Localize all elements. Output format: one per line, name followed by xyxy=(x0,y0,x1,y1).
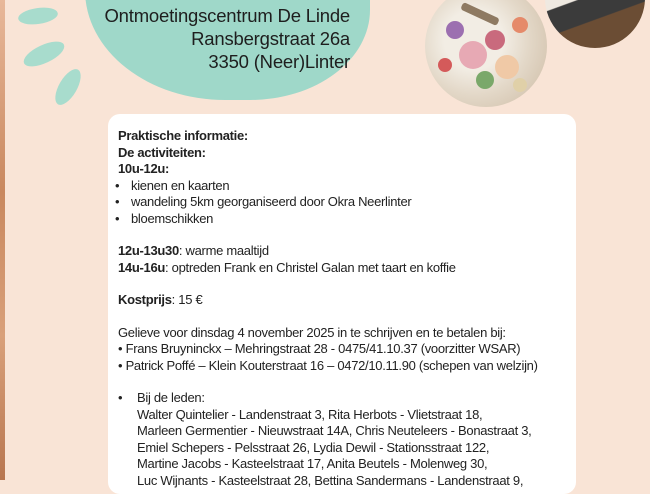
afternoon-time: 14u-16u xyxy=(118,259,166,275)
activity-item: • bloemschikken xyxy=(118,211,568,228)
morning-activities-list xyxy=(118,178,568,228)
member-line: Martine Jacobs - Kasteelstraat 17, Anita Beutels - Molenweg 30, xyxy=(137,456,488,471)
activity-item: • wandeling 5km georganiseerd door Okra Neerlinter xyxy=(118,194,568,211)
signup-text: Gelieve voor dinsdag 4 november 2025 in te schrijven en te betalen bij: xyxy=(118,324,506,340)
info-content xyxy=(118,128,568,489)
morning-time: 10u-12u: xyxy=(118,161,170,176)
member-line: Emiel Schepers - Pelsstraat 26, Lydia Dewil - Stationsstraat 122, xyxy=(137,439,490,455)
flowers-photo xyxy=(425,0,547,107)
left-edge-decoration xyxy=(0,0,5,480)
member-line: Walter Quintelier - Landenstraat 3, Rita Herbots - Vlietstraat 18, xyxy=(137,406,483,422)
leaf-decoration-2 xyxy=(20,37,67,72)
members-bullet: • xyxy=(118,390,123,405)
member-line: Marleen Germentier - Nieuwstraat 14A, Chris Neuteleers - Bonastraat 3, xyxy=(137,423,532,438)
people-photo xyxy=(545,0,645,48)
member-line: Luc Wijnants - Kasteelstraat 28, Bettina Sandermans - Landenstraat 9, xyxy=(137,472,524,488)
members-block xyxy=(118,390,568,489)
activity-item: • kienen en kaarten xyxy=(118,178,568,195)
price-line xyxy=(118,292,568,309)
leaf-decoration-3 xyxy=(50,65,86,109)
venue-city: 3350 (Neer)Linter xyxy=(208,51,350,72)
info-heading: Praktische informatie: xyxy=(118,128,248,143)
afternoon-text: : optreden Frank en Christel Galan met taart en koffie xyxy=(165,259,456,275)
activities-heading: De activiteiten: xyxy=(118,144,206,160)
venue-address xyxy=(104,4,350,73)
contact-line: • Patrick Poffé – Klein Kouterstraat 16 – 0472/10.11.90 (schepen van welzijn) xyxy=(118,357,538,373)
price-label: Kostprijs xyxy=(118,292,172,307)
venue-name: Ontmoetingscentrum De Linde xyxy=(104,5,350,26)
leaf-decoration-1 xyxy=(17,5,59,26)
flowers-illustration xyxy=(425,0,547,107)
lunch-time: 12u-13u30 xyxy=(118,243,179,258)
lunch-line xyxy=(118,243,568,260)
venue-street: Ransbergstraat 26a xyxy=(191,28,350,49)
members-intro: Bij de leden: xyxy=(137,390,205,405)
lunch-text: : warme maaltijd xyxy=(178,243,269,258)
contact-line: • Frans Bruyninckx – Mehringstraat 28 - 0475/41.10.37 (voorzitter WSAR) xyxy=(118,341,521,356)
price-text: : 15 € xyxy=(171,292,203,307)
afternoon-line xyxy=(118,260,568,277)
